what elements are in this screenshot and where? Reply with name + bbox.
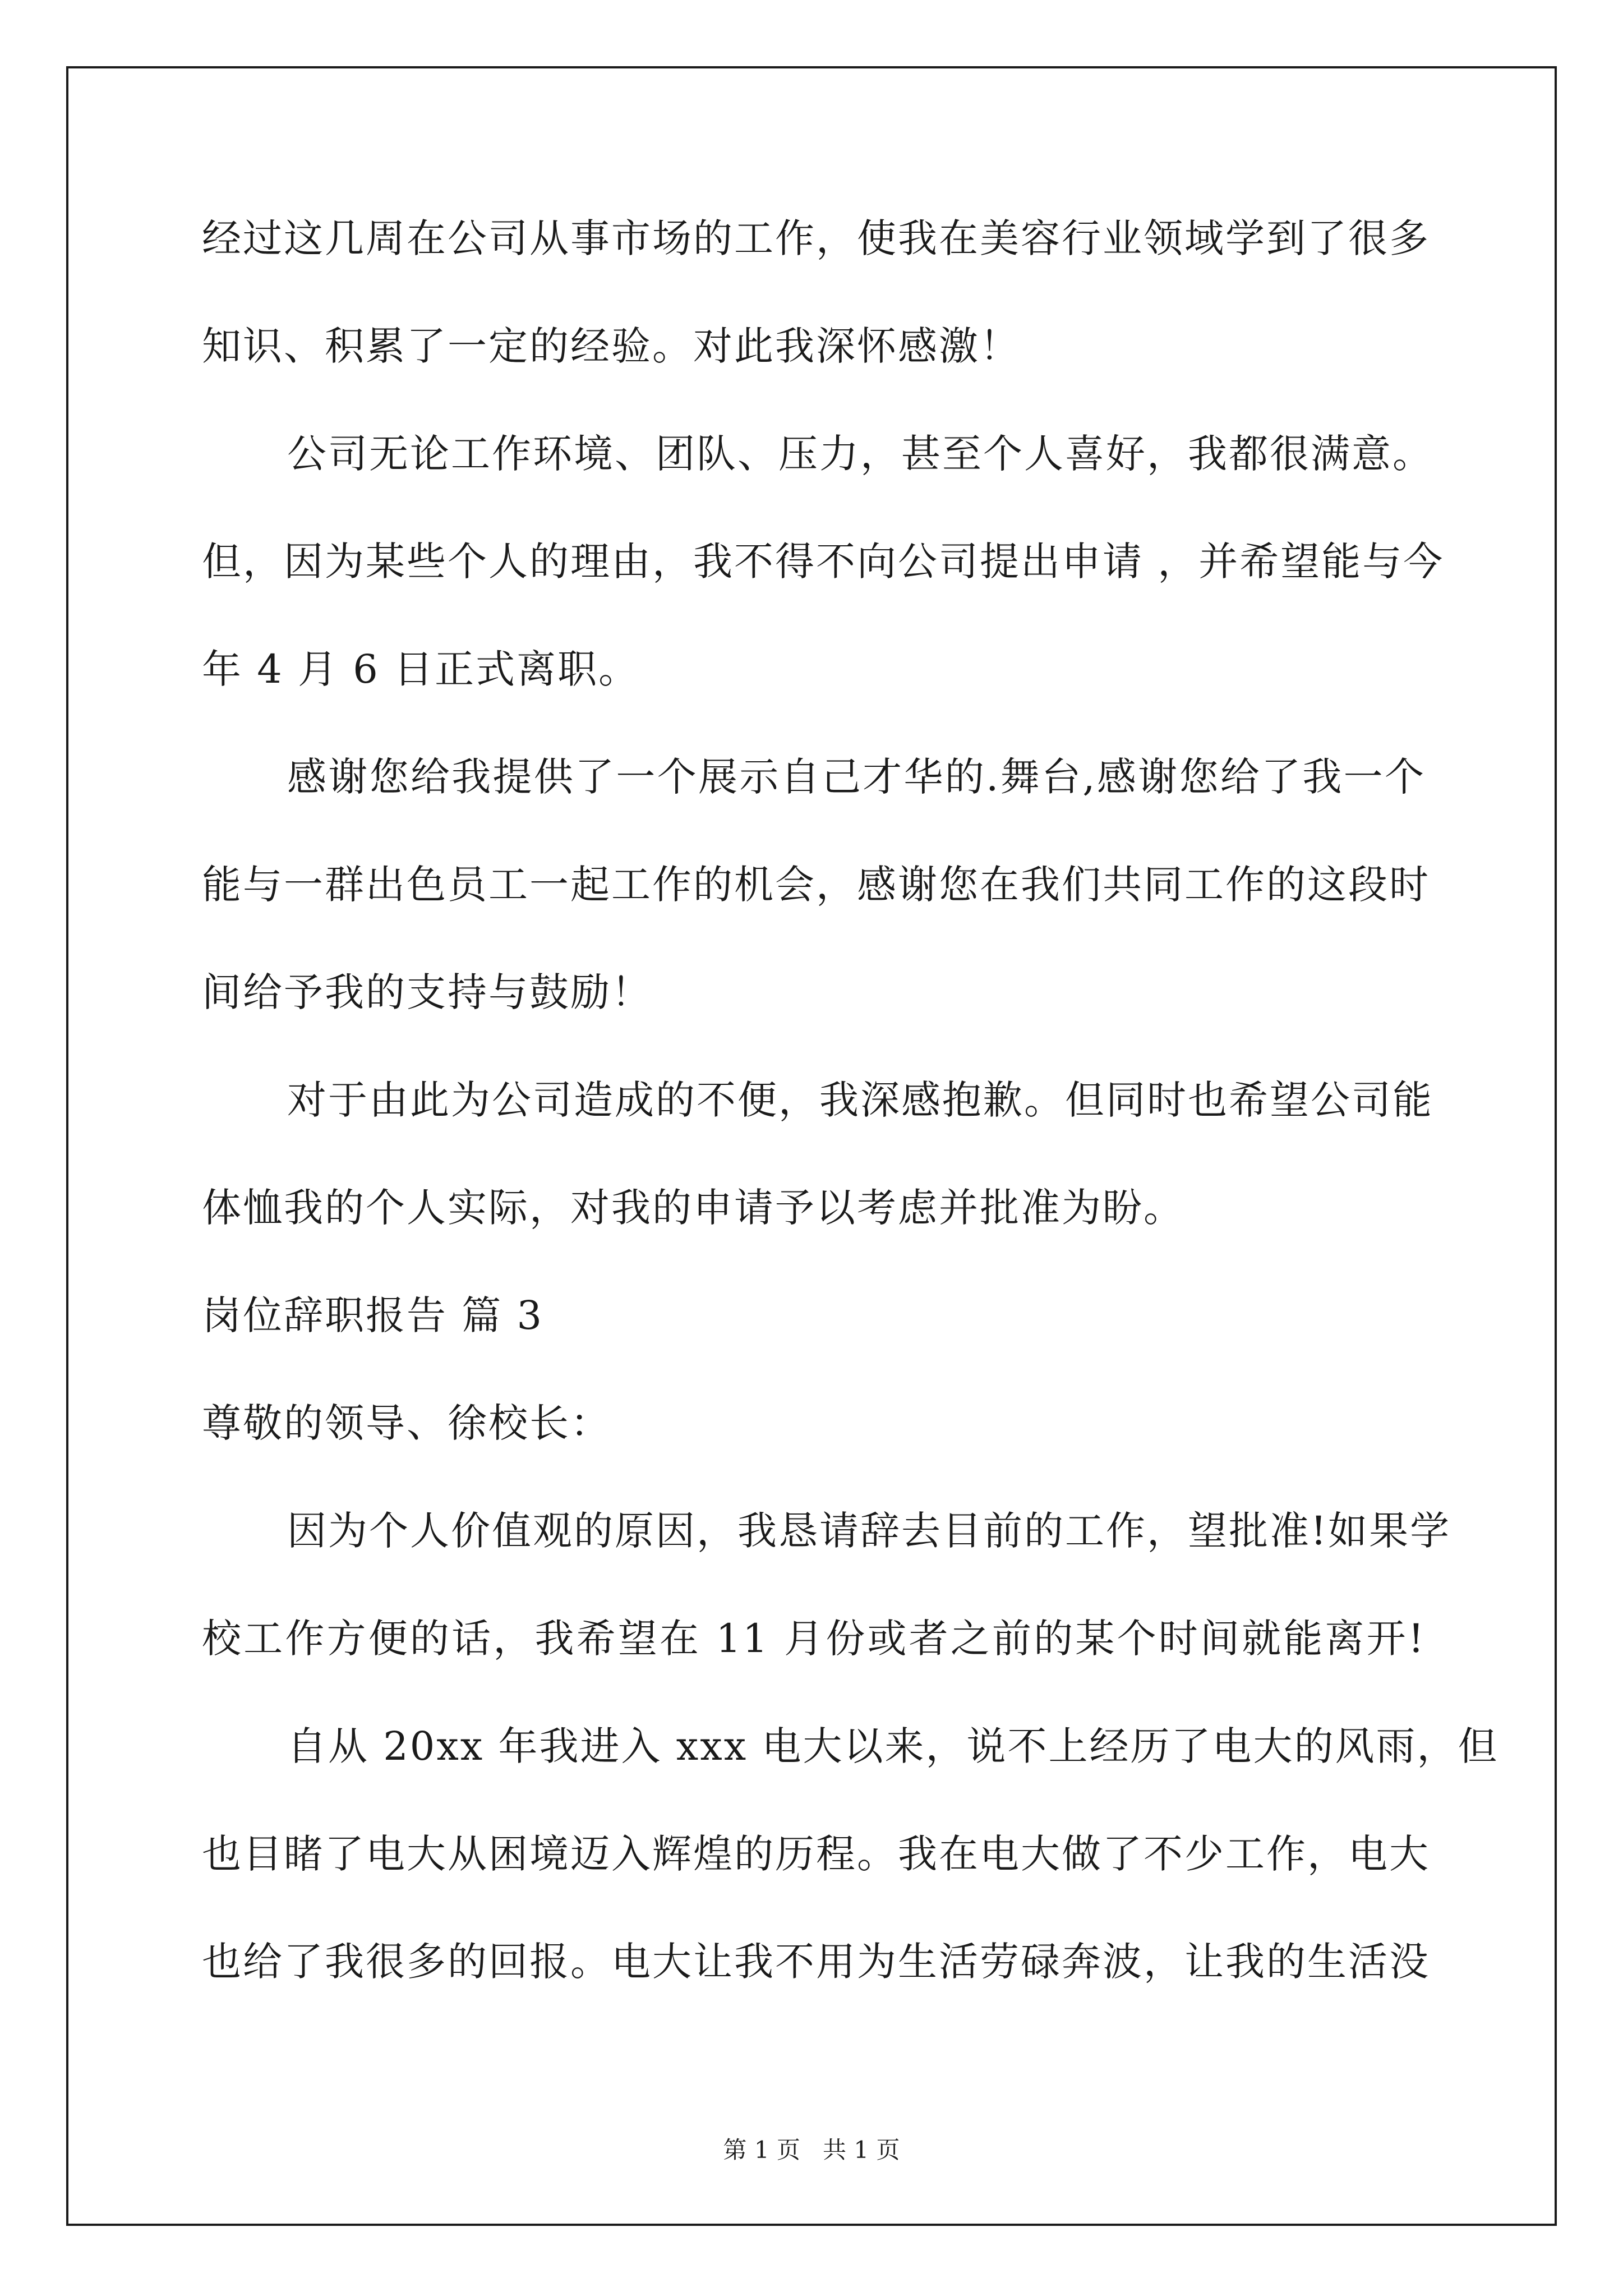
- text-line: 自从 20xx 年我进入 xxx 电大以来，说不上经历了电大的风雨，但: [287, 1723, 1499, 1769]
- text-line: 年 4 月 6 日正式离职。: [202, 646, 640, 692]
- page-border: [66, 66, 1557, 2226]
- text-line: 对于由此为公司造成的不便，我深感抱歉。但同时也希望公司能: [287, 1077, 1433, 1123]
- text-line: 间给予我的支持与鼓励！: [202, 969, 652, 1015]
- text-line: 也给了我很多的回报。电大让我不用为生活劳碌奔波，让我的生活没: [202, 1939, 1430, 1985]
- text-line: 知识、积累了一定的经验。对此我深怀感激！: [202, 323, 1021, 369]
- text-line: 经过这几周在公司从事市场的工作，使我在美容行业领域学到了很多: [202, 215, 1430, 261]
- text-line: 公司无论工作环境、团队、压力，甚至个人喜好，我都很满意。: [287, 431, 1433, 477]
- salutation: 尊敬的领导、徐校长：: [202, 1400, 611, 1446]
- text-line: 也目睹了电大从困境迈入辉煌的历程。我在电大做了不少工作，电大: [202, 1831, 1430, 1877]
- text-line: 感谢您给我提供了一个展示自己才华的.舞台,感谢您给了我一个: [287, 754, 1426, 800]
- text-line: 因为个人价值观的原因，我恳请辞去目前的工作，望批准!如果学: [287, 1508, 1451, 1554]
- text-line: 能与一群出色员工一起工作的机会，感谢您在我们共同工作的这段时: [202, 862, 1430, 908]
- text-line: 但，因为某些个人的理由，我不得不向公司提出申请 ，并希望能与今: [202, 539, 1445, 585]
- text-line: 体恤我的个人实际，对我的申请予以考虑并批准为盼。: [202, 1185, 1184, 1231]
- section-heading: 岗位辞职报告 篇 3: [202, 1292, 544, 1338]
- page-footer: 第 1 页 共 1 页: [723, 2136, 900, 2164]
- text-line: 校工作方便的话，我希望在 11 月份或者之前的某个时间就能离开!: [202, 1616, 1426, 1662]
